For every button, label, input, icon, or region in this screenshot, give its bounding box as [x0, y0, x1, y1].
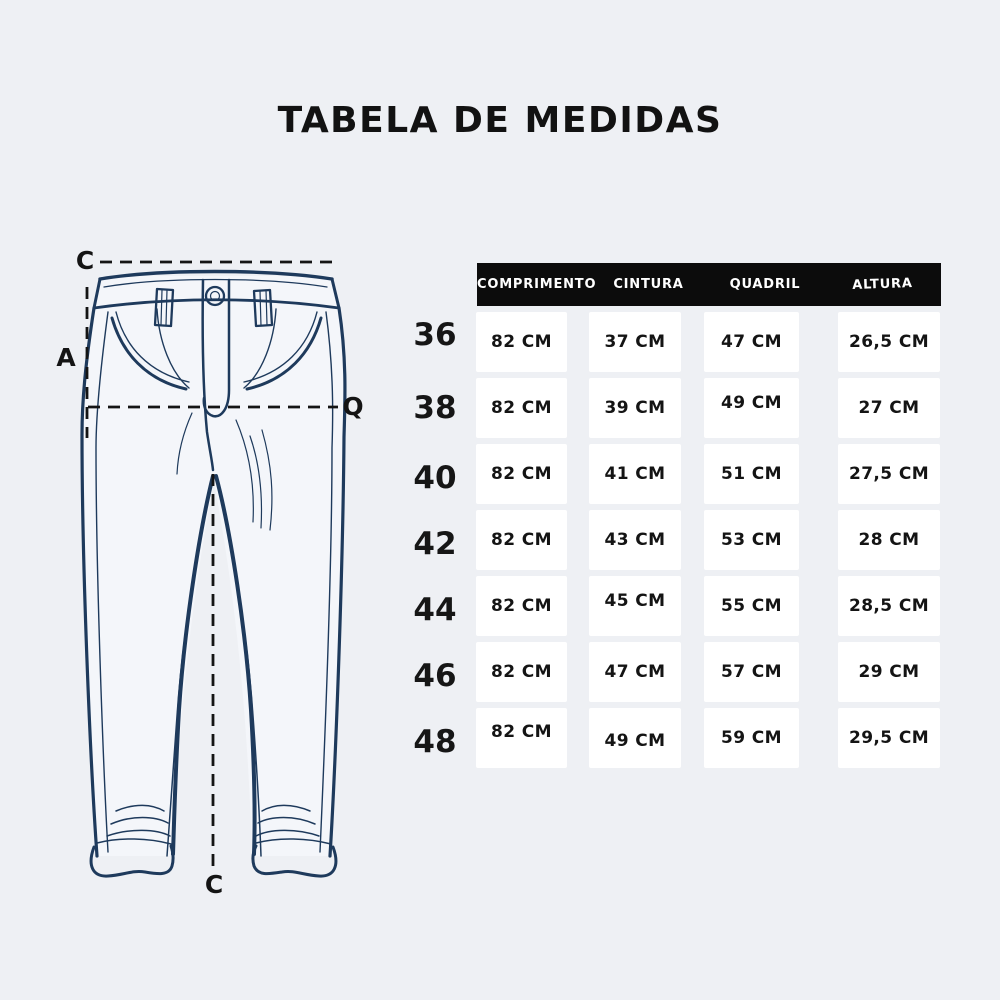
size-label: 40 — [413, 460, 457, 496]
cell-comprimento: 82 CM — [476, 444, 567, 504]
cell-altura: 28,5 CM — [838, 576, 940, 636]
cell-cintura: 41 CM — [589, 444, 681, 504]
cell-comprimento: 82 CM — [476, 576, 567, 636]
cell-quadril: 57 CM — [704, 642, 799, 702]
cell-quadril: 53 CM — [704, 510, 799, 570]
table-row — [0, 510, 1000, 570]
size-label: 38 — [413, 390, 457, 426]
cell-comprimento: 82 CM — [476, 708, 567, 768]
cell-altura: 26,5 CM — [838, 312, 940, 372]
cell-cintura: 49 CM — [589, 708, 681, 768]
annotation-hip-label: Q — [342, 392, 364, 421]
column-header-altura: ALTURA — [852, 275, 913, 294]
cell-cintura: 39 CM — [589, 378, 681, 438]
size-label: 42 — [413, 526, 457, 562]
size-label: 36 — [413, 317, 457, 353]
cell-cintura: 45 CM — [589, 576, 681, 636]
table-row — [0, 576, 1000, 636]
cell-quadril: 49 CM — [704, 378, 799, 438]
cell-comprimento: 82 CM — [476, 312, 567, 372]
size-label: 48 — [413, 724, 457, 760]
cell-quadril: 51 CM — [704, 444, 799, 504]
cell-cintura: 43 CM — [589, 510, 681, 570]
size-label: 46 — [413, 658, 457, 694]
cell-quadril: 55 CM — [704, 576, 799, 636]
cell-altura: 27 CM — [838, 378, 940, 438]
cell-cintura: 47 CM — [589, 642, 681, 702]
cell-altura: 27,5 CM — [838, 444, 940, 504]
cell-comprimento: 82 CM — [476, 642, 567, 702]
cell-altura: 29,5 CM — [838, 708, 940, 768]
column-header-cintura: CINTURA — [613, 277, 684, 292]
table-row — [0, 444, 1000, 504]
cell-quadril: 47 CM — [704, 312, 799, 372]
table-row — [0, 312, 1000, 372]
annotation-length-label: C — [204, 870, 224, 899]
table-row — [0, 378, 1000, 438]
cell-altura: 29 CM — [838, 642, 940, 702]
column-header-comprimento: COMPRIMENTO — [477, 277, 597, 292]
page-title: TABELA DE MEDIDAS — [277, 100, 723, 141]
annotation-waist-label: C — [75, 246, 95, 275]
cell-quadril: 59 CM — [704, 708, 799, 768]
annotation-rise-label: A — [56, 343, 76, 372]
table-row — [0, 642, 1000, 702]
cell-comprimento: 82 CM — [476, 510, 567, 570]
cell-cintura: 37 CM — [589, 312, 681, 372]
table-row — [0, 708, 1000, 768]
cell-comprimento: 82 CM — [476, 378, 567, 438]
size-label: 44 — [413, 592, 457, 628]
cell-altura: 28 CM — [838, 510, 940, 570]
column-header-quadril: QUADRIL — [729, 277, 801, 292]
